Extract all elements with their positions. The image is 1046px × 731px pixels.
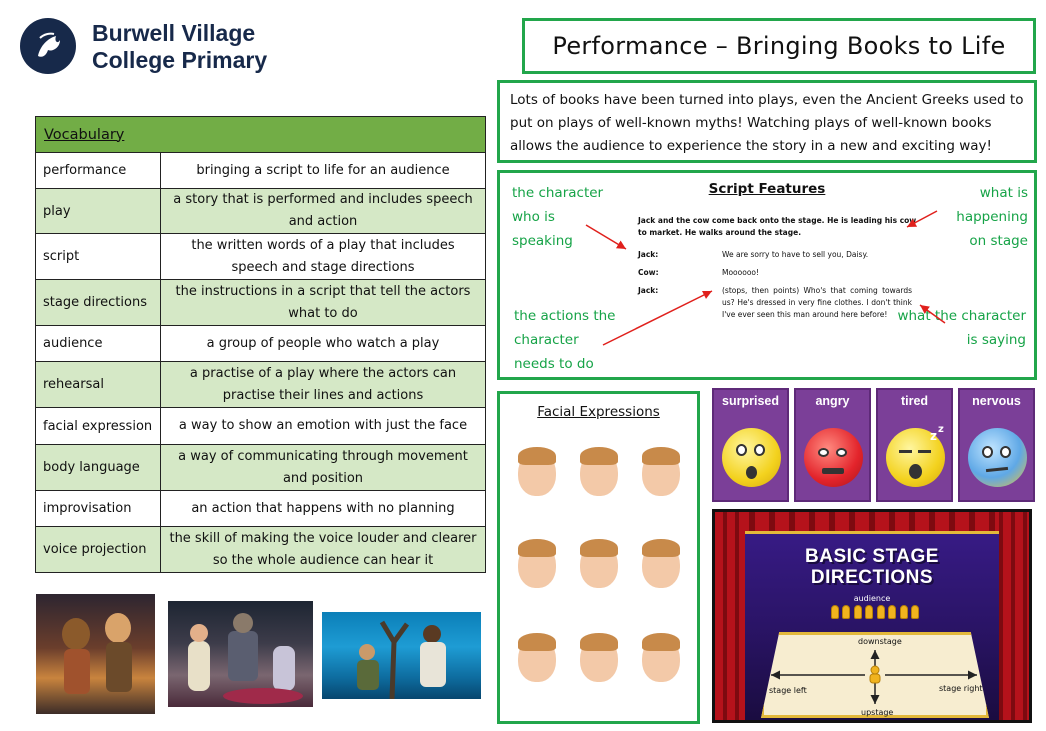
table-row (36, 408, 486, 445)
stage-title-line2: DIRECTIONS (810, 567, 934, 588)
vocab-term: script (36, 234, 161, 280)
table-row (36, 362, 486, 408)
emotion-card-tired (876, 388, 953, 502)
svg-text:z: z (938, 424, 944, 435)
stage-directions-diagram (712, 509, 1032, 723)
vocab-term: stage directions (36, 280, 161, 326)
table-row (36, 491, 486, 527)
script-line: (stops, then points) Who's that coming towards us? He's dressed in very fine clothes. I don't think I've ever seen this man around here before! (722, 286, 912, 319)
script-speaker: Jack: (638, 250, 659, 259)
face-photo (636, 536, 686, 592)
emotion-label: surprised (722, 394, 779, 408)
vocabulary-heading: Vocabulary (36, 117, 486, 153)
emotion-card-nervous (958, 388, 1035, 502)
facial-expressions-panel (497, 391, 700, 724)
table-row (36, 189, 486, 234)
downstage-label: downstage (858, 637, 902, 646)
table-row (36, 153, 486, 189)
emotion-card-angry (794, 388, 871, 502)
face-photo (636, 630, 686, 686)
emotion-cards (712, 388, 1036, 502)
face-photo (512, 630, 562, 686)
surprised-face-icon (722, 428, 781, 487)
school-name-line1: Burwell Village (92, 20, 256, 46)
script-stage-direction: Jack and the cow come back onto the stage. He is leading his cow to market. He walks around the stage. (638, 216, 917, 237)
arrow-to-speaker (586, 225, 626, 249)
face-photo (512, 444, 562, 500)
note-character-actions: the actions the character needs to do (514, 308, 616, 372)
vocab-term: body language (36, 445, 161, 491)
vocab-term: voice projection (36, 527, 161, 573)
vocab-definition: a group of people who watch a play (161, 326, 486, 362)
performance-photo-1 (36, 594, 155, 714)
face-photo (574, 536, 624, 592)
vocab-term: rehearsal (36, 362, 161, 408)
script-features-heading: Script Features (708, 181, 826, 197)
script-speaker: Cow: (638, 268, 659, 277)
emotion-label: nervous (972, 394, 1021, 408)
performance-photo-2 (168, 601, 313, 707)
nervous-face-icon (968, 428, 1027, 487)
vocab-definition: bringing a script to life for an audience (161, 153, 486, 189)
script-line: Moooooo! (722, 268, 760, 277)
horse-icon (20, 18, 76, 74)
table-row (36, 280, 486, 326)
arrow-to-stage-direction (907, 211, 937, 227)
vocab-definition: a way of communicating through movement and position (161, 445, 486, 491)
school-name (92, 20, 267, 74)
performance-photo-3 (322, 612, 481, 699)
vocab-definition: the skill of making the voice louder and clearer so the whole audience can hear it (161, 527, 486, 573)
vocab-term: play (36, 189, 161, 234)
svg-text:z: z (930, 429, 937, 443)
vocab-term: facial expression (36, 408, 161, 445)
vocab-definition: a practise of a play where the actors can practise their lines and actions (161, 362, 486, 408)
intro-text: Lots of books have been turned into plays, even the Ancient Greeks used to put on plays of well-known myths! Watching plays of well-known books allows the audience to experience the story in a new and exciting way! (497, 80, 1037, 163)
facial-expressions-heading: Facial Expressions (537, 404, 660, 420)
script-features-panel (497, 170, 1037, 380)
script-line: We are sorry to have to sell you, Daisy. (722, 250, 869, 259)
note-character-saying: what the character is saying (897, 308, 1026, 348)
note-character-speaking: the character who is speaking (512, 185, 604, 249)
page-title: Performance – Bringing Books to Life (522, 18, 1036, 74)
vocabulary-table (35, 116, 486, 573)
vocab-term: performance (36, 153, 161, 189)
angry-face-icon (804, 428, 863, 487)
upstage-label: upstage (861, 708, 894, 717)
stage-title-line1: BASIC STAGE (805, 546, 939, 567)
face-photo (512, 536, 562, 592)
direction-arrows (715, 512, 1029, 720)
emotion-label: angry (815, 394, 850, 408)
emotion-card-surprised (712, 388, 789, 502)
vocab-definition: a story that is performed and includes speech and action (161, 189, 486, 234)
vocab-definition: the written words of a play that includes speech and stage directions (161, 234, 486, 280)
vocab-definition: the instructions in a script that tell the actors what to do (161, 280, 486, 326)
annotation-arrows (500, 173, 1034, 377)
face-photo (574, 630, 624, 686)
table-row (36, 445, 486, 491)
vocab-term: improvisation (36, 491, 161, 527)
vocab-definition: an action that happens with no planning (161, 491, 486, 527)
script-speaker: Jack: (638, 286, 659, 295)
stage-left-label: stage left (769, 686, 807, 695)
arrow-to-actions (603, 291, 712, 345)
emotion-label: tired (900, 394, 929, 408)
vocab-term: audience (36, 326, 161, 362)
stage-right-label: stage right (939, 684, 983, 693)
face-photo (574, 444, 624, 500)
table-row (36, 527, 486, 573)
table-row (36, 326, 486, 362)
school-logo (20, 18, 76, 74)
note-happening-on-stage: what is happening on stage (956, 185, 1028, 249)
audience-label: audience (853, 594, 891, 603)
face-photo (636, 444, 686, 500)
arrow-to-speech (920, 305, 945, 323)
sleep-z-icon (930, 422, 950, 444)
vocab-definition: a way to show an emotion with just the face (161, 408, 486, 445)
school-name-line2: College Primary (92, 47, 268, 73)
table-row (36, 234, 486, 280)
